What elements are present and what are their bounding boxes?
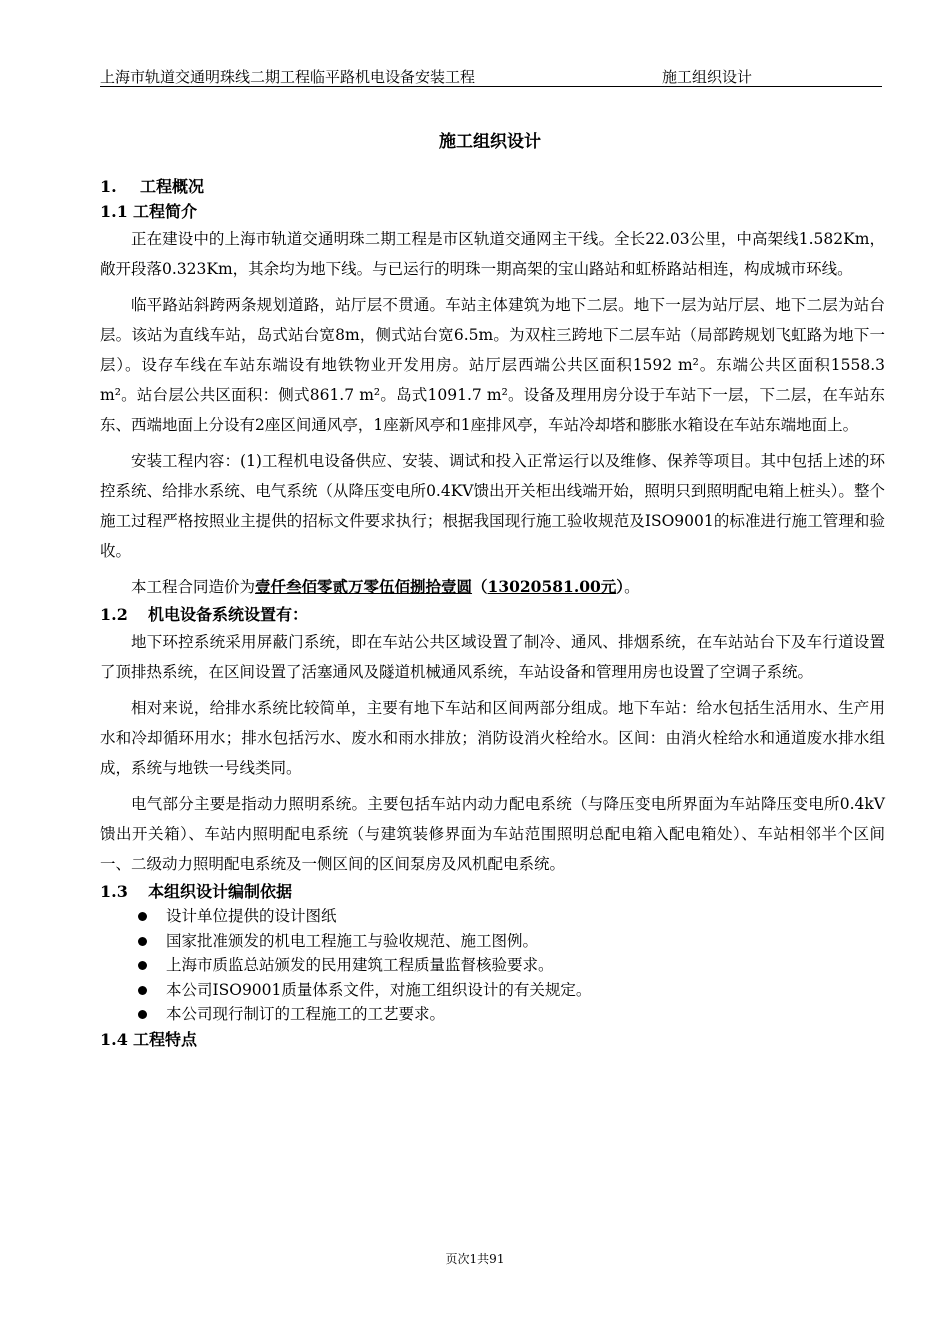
section-number: 1.4 bbox=[100, 1029, 128, 1049]
section-number: 1.2 bbox=[100, 605, 128, 624]
document-body bbox=[100, 174, 885, 1052]
contract-price-paragraph bbox=[100, 572, 885, 602]
list-item: 上海市质监总站颁发的民用建筑工程质量监督核验要求。 bbox=[100, 953, 885, 978]
section-heading-1-4 bbox=[100, 1027, 885, 1052]
header-doc-type: 施工组织设计 bbox=[662, 68, 753, 86]
list-item: 设计单位提供的设计图纸 bbox=[100, 904, 885, 929]
paragraph: 临平路站斜跨两条规划道路，站厅层不贯通。车站主体建筑为地下二层。地下一层为站厅层、地下二层为站台层。该站为直线车站，岛式站台宽8m，侧式站台宽6.5m。为双柱三跨地下二层车站（局部跨规划飞虹路为地下一层）。设存车线在车站东端设有地铁物业开发用房。站厅层西端公共区面积1592 m²。东端公共区面积1558.3 m²。站台层公共区面积：侧式861.7 m²。岛式1091.7 m²。设备及理用房分设于车站下一层，下二层，在车站东东、西端地面上分设有2座区间通风亭，1座新风亭和1座排风亭，车站冷却塔和膨胀水箱设在车站东端地面上。 bbox=[100, 296, 885, 434]
paragraph: 安装工程内容：(1)工程机电设备供应、安装、调试和投入正常运行以及维修、保养等项目。其中包括上述的环控系统、给排水系统、电气系统（从降压变电所0.4KV馈出开关柜出线端开始，照明只到照明配电箱上桩头）。整个施工过程严格按照业主提供的招标文件要求执行；根据我国现行施工验收规范及ISO9001的标准进行施工管理和验收。 bbox=[100, 452, 885, 560]
section-heading-1-1 bbox=[100, 199, 885, 224]
paragraph: 相对来说，给排水系统比较简单，主要有地下车站和区间两部分组成。地下车站：给水包括生活用水、生产用水和冷却循环用水；排水包括污水、废水和雨水排放；消防设消火栓给水。区间：由消火栓给水和通道废水排水组成，系统与地铁一号线类同。 bbox=[100, 699, 885, 777]
paragraph: 电气部分主要是指动力照明系统。主要包括车站内动力配电系统（与降压变电所界面为车站降压变电所0.4kV馈出开关箱）、车站内照明配电系统（与建筑装修界面为车站范围照明总配电箱入配电箱处）、车站相邻半个区间一、二级动力照明配电系统及一侧区间的区间泵房及风机配电系统。 bbox=[100, 795, 885, 873]
paren-close: ） bbox=[616, 577, 625, 596]
list-item: 本公司ISO9001质量体系文件，对施工组织设计的有关规定。 bbox=[100, 978, 885, 1003]
bullet-icon bbox=[138, 937, 147, 946]
bullet-icon bbox=[138, 986, 147, 995]
page-header bbox=[100, 60, 882, 87]
page-footer: 页次1共91 bbox=[445, 1252, 505, 1266]
paragraph: 正在建设中的上海市轨道交通明珠二期工程是市区轨道交通网主干线。全长22.03公里，中高架线1.582Km，敞开段落0.323Km，其余均为地下线。与已运行的明珠一期高架的宝山路站和虹桥路站相连，构成城市环线。 bbox=[100, 230, 885, 278]
contract-price-label: 本工程合同造价为 bbox=[131, 578, 256, 596]
bullet-icon bbox=[138, 912, 147, 921]
document-title: 施工组织设计 bbox=[439, 132, 541, 152]
section-title: 工程概况 bbox=[140, 177, 205, 196]
amount-in-words: 壹仟叁佰零贰万零伍佰捌拾壹圆 bbox=[255, 577, 473, 596]
section-number: 1. bbox=[100, 177, 117, 196]
section-heading-1-3 bbox=[100, 879, 885, 904]
bullet-icon bbox=[138, 961, 147, 970]
contract-price-amount bbox=[255, 577, 624, 596]
basis-list bbox=[100, 904, 885, 1027]
section-title: 工程特点 bbox=[133, 1029, 198, 1049]
amount-in-figures: 13020581.00元 bbox=[487, 577, 617, 596]
bullet-icon bbox=[138, 1010, 147, 1019]
section-title: 本组织设计编制依据 bbox=[148, 882, 293, 901]
section-title: 机电设备系统设置有： bbox=[148, 605, 309, 624]
section-heading-1-2 bbox=[100, 602, 885, 627]
list-item: 国家批准颁发的机电工程施工与验收规范、施工图例。 bbox=[100, 929, 885, 954]
paren-open: （ bbox=[472, 577, 488, 596]
section-title: 工程简介 bbox=[133, 202, 198, 221]
section-number: 1.1 bbox=[100, 202, 128, 221]
sentence-end: 。 bbox=[624, 578, 640, 596]
section-heading-1 bbox=[100, 174, 885, 199]
list-item: 本公司现行制订的工程施工的工艺要求。 bbox=[100, 1002, 885, 1027]
header-project-name: 上海市轨道交通明珠线二期工程临平路机电设备安装工程 bbox=[100, 68, 476, 86]
section-number: 1.3 bbox=[100, 882, 128, 901]
paragraph: 地下环控系统采用屏蔽门系统，即在车站公共区域设置了制冷、通风、排烟系统，在车站站台下及车行道设置了顶排热系统，在区间设置了活塞通风及隧道机械通风系统，车站设备和管理用房也设置了空调子系统。 bbox=[100, 633, 885, 681]
